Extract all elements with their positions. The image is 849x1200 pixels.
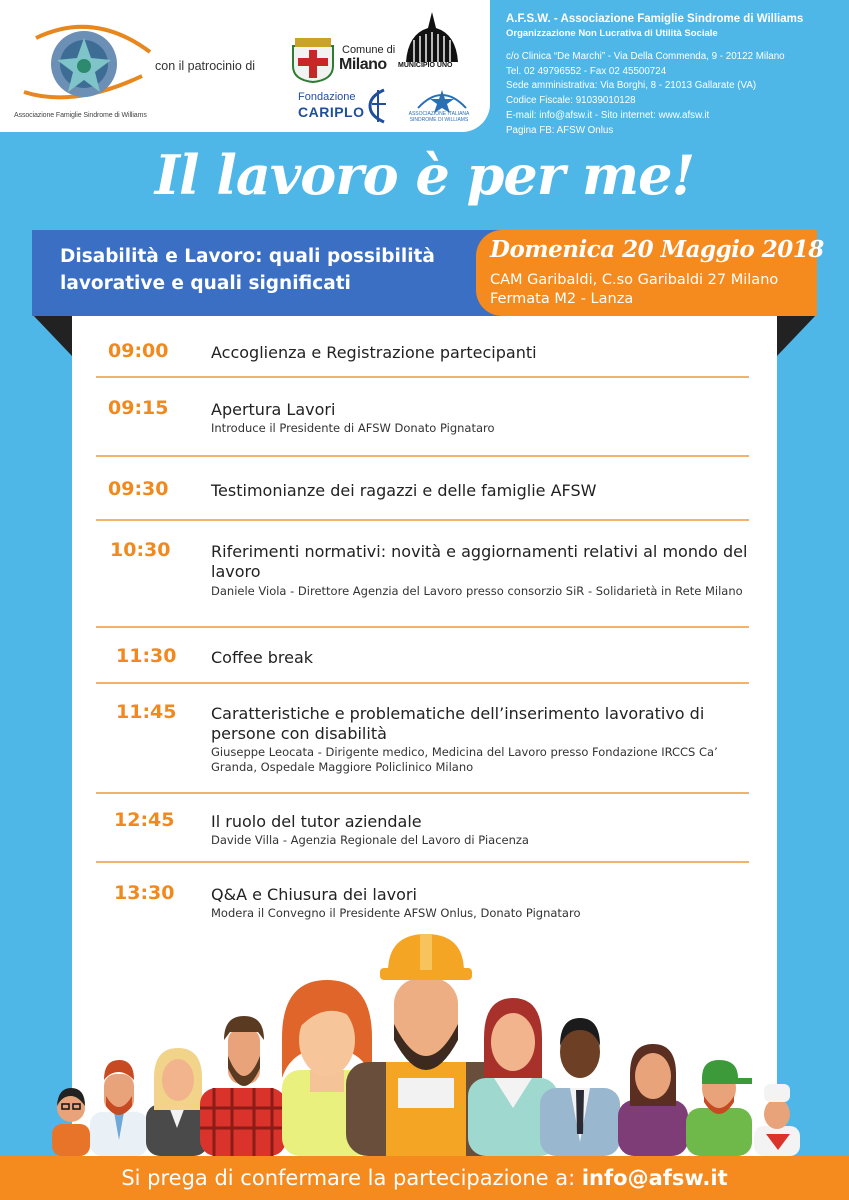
program-time: 11:45 xyxy=(116,701,177,723)
program-title: Apertura Lavori xyxy=(211,400,336,419)
person-glasses-woman xyxy=(52,1088,90,1156)
event-place-line-1: CAM Garibaldi, C.so Garibaldi 27 Milano xyxy=(490,272,779,288)
municipio-label: MUNICIPIO UNO xyxy=(398,62,453,69)
person-doctor xyxy=(90,1060,148,1156)
cariplo-label-1: Fondazione xyxy=(298,91,356,103)
program-title: Accoglienza e Registrazione partecipanti xyxy=(211,343,537,362)
program-title: Q&A e Chiusura dei lavori xyxy=(211,885,417,904)
afsw-logo-caption: Associazione Famiglie Sindrome di Williams xyxy=(14,112,147,119)
program-separator xyxy=(96,376,749,378)
event-place-line-2: Fermata M2 - Lanza xyxy=(490,291,634,307)
banner-subtitle-line-2: lavorative e quali significati xyxy=(60,273,351,294)
contact-facebook: Pagina FB: AFSW Onlus xyxy=(506,124,614,136)
program-time: 09:00 xyxy=(108,340,169,362)
page-title: Il lavoro è per me! xyxy=(154,143,695,207)
program-separator xyxy=(96,519,749,521)
banner-subtitle xyxy=(60,243,480,297)
person-purple-woman xyxy=(618,1044,688,1156)
program-time: 10:30 xyxy=(110,539,171,561)
program-time: 09:15 xyxy=(108,397,169,419)
org-subtitle: Organizzazione Non Lucrativa di Utilità Sociale xyxy=(506,28,718,39)
program-speaker: Daniele Viola - Direttore Agenzia del Lavoro presso consorzio SiR - Solidarietà in Rete Milano xyxy=(211,584,743,598)
program-title: Testimonianze dei ragazzi e delle famiglie AFSW xyxy=(211,481,597,500)
program-title: Caratteristiche e problematiche dell’inserimento lavorativo di persone con disabilità xyxy=(211,704,705,743)
footer-text: Si prega di confermare la partecipazione a: xyxy=(121,1166,582,1190)
afsw-logo xyxy=(14,12,164,124)
person-blonde-woman xyxy=(146,1048,208,1156)
program-time: 11:30 xyxy=(116,645,177,667)
program-separator xyxy=(96,626,749,628)
workers-illustration xyxy=(0,928,849,1156)
program-title: Il ruolo del tutor aziendale xyxy=(211,812,422,831)
program-separator xyxy=(96,792,749,794)
program-speaker: Davide Villa - Agenzia Regionale del Lavoro di Piacenza xyxy=(211,833,529,847)
person-green-cap-man xyxy=(686,1060,752,1156)
aisw-label: ASSOCIAZIONE ITALIANA SINDROME DI WILLIAMS xyxy=(408,111,470,123)
program-separator xyxy=(96,455,749,457)
program-separator xyxy=(96,861,749,863)
event-date: Domenica 20 Maggio 2018 xyxy=(490,236,824,263)
footer-email-link[interactable]: info@afsw.it xyxy=(581,1166,728,1190)
person-chef xyxy=(754,1084,800,1156)
program-speaker: Introduce il Presidente di AFSW Donato Pignataro xyxy=(211,421,495,435)
event-place xyxy=(490,271,778,309)
contact-address: c/o Clinica “De Marchi” - Via Della Commenda, 9 - 20122 Milano xyxy=(506,51,785,62)
contact-tax-code: Codice Fiscale: 91039010128 xyxy=(506,95,636,107)
header xyxy=(0,0,849,136)
program-time: 13:30 xyxy=(114,882,175,904)
cariplo-label-2: CARIPLO xyxy=(298,104,365,120)
cariplo-mark-icon xyxy=(366,86,390,126)
contact-admin-address: Sede amministrativa: Via Borghi, 8 - 21013 Gallarate (VA) xyxy=(506,80,757,92)
program-separator xyxy=(96,682,749,684)
program-speaker: Giuseppe Leocata - Dirigente medico, Medicina del Lavoro presso Fondazione IRCCS Ca’ Granda, Ospedale Maggiore Policlinico Milano xyxy=(211,745,718,774)
contact-block xyxy=(506,12,846,138)
program-time: 09:30 xyxy=(108,478,169,500)
comune-label-big: Milano xyxy=(339,56,387,73)
program-title: Coffee break xyxy=(211,648,314,667)
program-time: 12:45 xyxy=(114,809,175,831)
contact-email-web: E-mail: info@afsw.it - Sito internet: www.afsw.it xyxy=(506,109,710,121)
person-plaid-man xyxy=(200,1016,286,1156)
banner-fold-left xyxy=(32,314,72,356)
footer-confirmation xyxy=(0,1156,849,1200)
banner-subtitle-line-1: Disabilità e Lavoro: quali possibilità xyxy=(60,246,435,267)
contact-phone: Tel. 02 49796552 - Fax 02 45500724 xyxy=(506,65,667,77)
program-speaker: Modera il Convegno il Presidente AFSW Onlus, Donato Pignataro xyxy=(211,906,581,920)
patrocinio-label: con il patrocinio di xyxy=(155,59,256,73)
comune-label-small: Comune di xyxy=(342,44,396,56)
banner-fold-right xyxy=(777,314,817,356)
org-name: A.F.S.W. - Associazione Famiglie Sindrome di Williams xyxy=(506,13,804,25)
program-title: Riferimenti normativi: novità e aggiornamenti relativi al mondo del lavoro xyxy=(211,542,748,581)
